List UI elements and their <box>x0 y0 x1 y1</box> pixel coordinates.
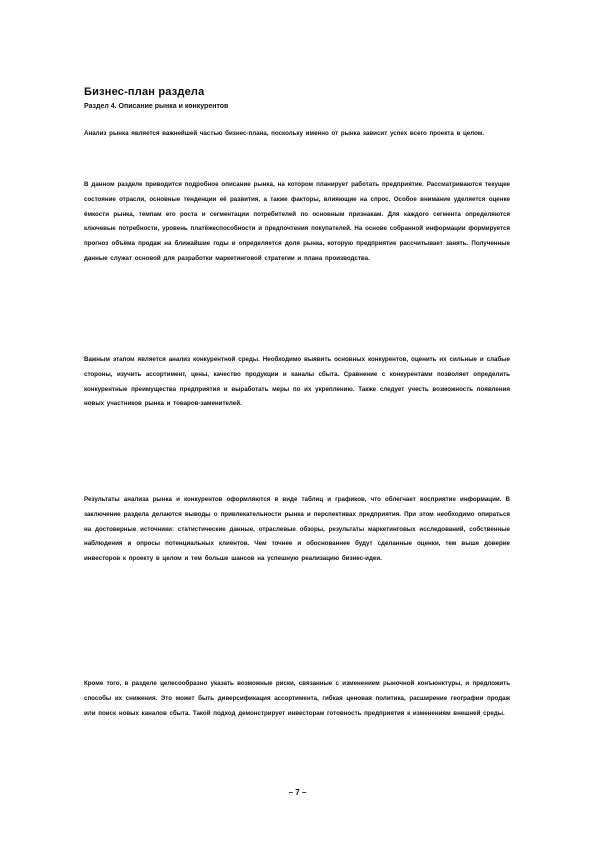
section-subtitle: Раздел 4. Описание рынка и конкурентов <box>84 103 229 110</box>
section-title: Бизнес-план раздела <box>84 86 205 98</box>
paragraph-1: Анализ рынка является важнейшей частью бизнес-плана, поскольку именно от рынка зависит успех всего проекта в целом. <box>84 130 485 137</box>
paragraph-3: Важным этапом является анализ конкурентной среды. Необходимо выявить основных конкурентов, оценить их сильные и слабые стороны, изучить ассортимент, цены, качество продукции и каналы сбыта. Сравнение с конкурентами позволяет определить конкурентные преимущества предприятия и выработать меры по их укреплению. Также следует учесть возможность появления новых участников рынка и товаров-заменителей. <box>84 356 510 408</box>
paragraph-5: Кроме того, в разделе целесообразно указать возможные риски, связанные с изменением рыночной конъюнктуры, и предложить способы их снижения. Это может быть диверсификация ассортимента, гибкая ценовая политика, расширение географии продаж или поиск новых каналов сбыта. Такой подход демонстрирует инвесторам готовность предприятия к изменениям внешней среды. <box>84 680 510 717</box>
page-number: – 7 – <box>288 788 307 797</box>
paragraph-4: Результаты анализа рынка и конкурентов оформляются в виде таблиц и графиков, что облегчает восприятие информации. В заключение раздела делаются выводы о привлекательности рынка и перспективах предприятия. При этом необходимо опираться на достоверные источники: статистические данные, отраслевые обзоры, результаты маркетинговых исследований, собственные наблюдения и опросы потенциальных клиентов. Чем точнее и обоснованнее будут сделанные оценки, тем выше доверие инвесторов к проекту в целом и тем больше шансов на успешную реализацию бизнес-идеи. <box>84 496 510 563</box>
paragraph-2: В данном разделе приводится подробное описание рынка, на котором планирует работать предприятие. Рассматриваются текущее состояние отрасли, основные тенденции её развития, а также факторы, влияющие на спрос. Особое внимание уделяется оценке ёмкости рынка, темпам его роста и сегментации потребителей по основным признакам. Для каждого сегмента определяются ключевые потребности, уровень платёжеспособности и предпочтения покупателей. На основе собранной информации формируется прогноз объёма продаж на ближайшие годы и определяется доля рынка, которую предприятие рассчитывает занять. Полученные данные служат основой для разработки маркетинговой стратегии и плана производства. <box>84 181 510 262</box>
